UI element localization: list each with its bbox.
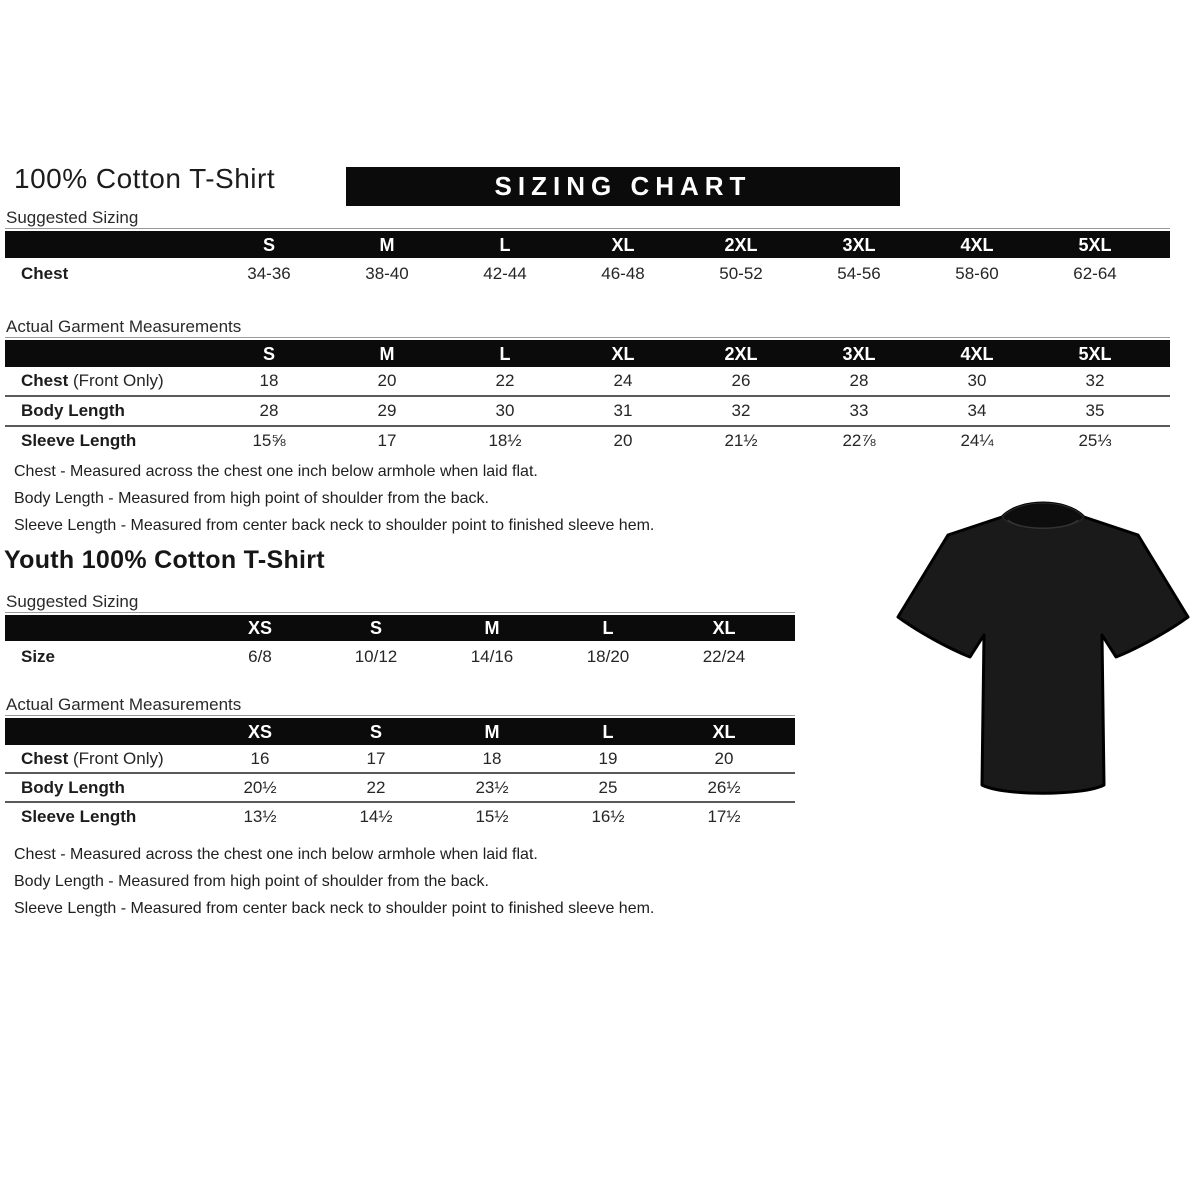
column-header: XL [611,343,635,364]
column-header: 3XL [842,234,876,255]
column-header: XS [247,618,272,638]
column-header: 4XL [960,234,994,255]
table-cell: 18/20 [586,647,630,666]
row-label: Chest [21,748,69,768]
row-label-suffix: (Front Only) [68,748,164,768]
youth-measurements-label: Actual Garment Measurements [6,695,242,714]
column-header: L [602,618,614,638]
table-cell: 58-60 [955,264,999,283]
table-cell: 16½ [591,806,625,826]
table-cell: 20 [613,431,633,450]
table-cell: 10/12 [354,647,398,666]
youth-section-title: Youth 100% Cotton T-Shirt [4,546,325,574]
row-label: Sleeve Length [21,431,137,450]
table-cell: 20½ [243,777,277,797]
youth-measurement-notes [14,841,654,922]
note-line: Chest - Measured across the chest one inch below armhole when laid flat. [14,846,538,863]
table-cell: 32 [731,401,751,420]
note-line: Sleeve Length - Measured from center back neck to shoulder point to finished sleeve hem. [14,517,655,534]
table-row [5,258,1170,290]
column-header: XL [712,721,736,742]
note-line: Chest - Measured across the chest one inch below armhole when laid flat. [14,463,538,480]
table-cell: 22 [366,777,386,797]
note-line: Sleeve Length - Measured from center back neck to shoulder point to finished sleeve hem. [14,900,655,917]
table-cell: 32 [1085,371,1105,390]
table-cell: 33 [849,401,869,420]
column-header: S [262,234,275,255]
table-cell: 13½ [243,806,277,826]
table-cell: 14/16 [470,647,514,666]
table-cell: 31 [613,401,633,420]
table-header-row [5,231,1170,258]
table-cell: 26 [731,371,751,390]
adult-suggested-table [5,231,1170,290]
table-header-row [5,615,795,641]
table-cell: 46-48 [601,264,645,283]
table-cell: 18 [259,371,279,390]
table-cell: 17½ [707,806,741,826]
row-label: Size [21,647,56,666]
youth-measurements-table [5,718,795,830]
tshirt-silhouette [890,490,1196,802]
column-header: M [379,343,395,364]
note-line: Body Length - Measured from high point of shoulder from the back. [14,490,489,507]
table-row [5,367,1170,397]
table-cell: 20 [377,371,397,390]
column-header: 4XL [960,343,994,364]
adult-measurements-table [5,340,1170,455]
column-header: L [602,721,614,742]
column-header: 5XL [1078,234,1112,255]
table-cell: 14½ [359,806,393,826]
row-label: Chest [21,264,69,283]
sizing-chart-banner: SIZING CHART [346,167,900,206]
table-cell: 29 [377,401,397,420]
table-cell: 18 [482,748,502,768]
column-header: XS [247,721,272,742]
tshirt-image [890,490,1196,802]
table-cell: 50-52 [719,264,763,283]
table-cell: 17 [377,431,397,450]
row-label-suffix: (Front Only) [68,371,164,390]
table-cell: 28 [259,401,279,420]
table-cell: 26½ [707,777,741,797]
row-label: Body Length [21,401,125,420]
table-cell: 16 [250,748,270,768]
table-cell: 24¼ [960,431,994,450]
column-header: 2XL [724,343,758,364]
column-header: S [369,721,382,742]
table-cell: 22⅞ [842,431,876,450]
table-cell: 28 [849,371,869,390]
column-header: 2XL [724,234,758,255]
table-cell: 25 [598,777,618,797]
page-title: 100% Cotton T-Shirt [14,163,276,194]
adult-suggested-label: Suggested Sizing [6,208,139,227]
table-cell: 22/24 [702,647,746,666]
column-header: L [499,343,511,364]
table-row [5,427,1170,455]
table-cell: 34-36 [247,264,291,283]
column-header: L [499,234,511,255]
table-cell: 25⅓ [1078,431,1112,450]
table-row [5,397,1170,427]
table-row [5,745,795,774]
row-label: Sleeve Length [21,806,137,826]
table-cell: 30 [967,371,987,390]
table-cell: 6/8 [248,647,272,666]
column-header: M [484,618,500,638]
table-cell: 24 [613,371,633,390]
table-row [5,803,795,830]
column-header: 5XL [1078,343,1112,364]
column-header: XL [611,234,635,255]
table-cell: 22 [495,371,515,390]
table-cell: 23½ [475,777,509,797]
table-cell: 62-64 [1073,264,1117,283]
table-cell: 34 [967,401,987,420]
column-header: M [379,234,395,255]
column-header: S [262,343,275,364]
column-header: XL [712,618,736,638]
youth-suggested-label: Suggested Sizing [6,592,139,611]
row-label: Body Length [21,777,125,797]
table-header-row [5,340,1170,367]
table-cell: 15⅝ [252,431,286,450]
table-row [5,774,795,803]
adult-measurement-notes [14,458,654,539]
table-header-row [5,718,795,745]
table-cell: 20 [714,748,734,768]
column-header: 3XL [842,343,876,364]
table-cell: 30 [495,401,515,420]
table-cell: 15½ [475,806,509,826]
table-cell: 19 [598,748,618,768]
column-header: M [484,721,500,742]
youth-suggested-table [5,615,795,673]
table-cell: 38-40 [365,264,409,283]
note-line: Body Length - Measured from high point of shoulder from the back. [14,873,489,890]
table-cell: 21½ [724,431,758,450]
column-header: S [369,618,382,638]
table-cell: 18½ [488,431,522,450]
table-cell: 42-44 [483,264,527,283]
table-cell: 17 [366,748,386,768]
table-cell: 54-56 [837,264,881,283]
table-cell: 35 [1085,401,1105,420]
row-label: Chest [21,371,69,390]
table-row [5,641,795,673]
adult-measurements-label: Actual Garment Measurements [6,317,242,336]
